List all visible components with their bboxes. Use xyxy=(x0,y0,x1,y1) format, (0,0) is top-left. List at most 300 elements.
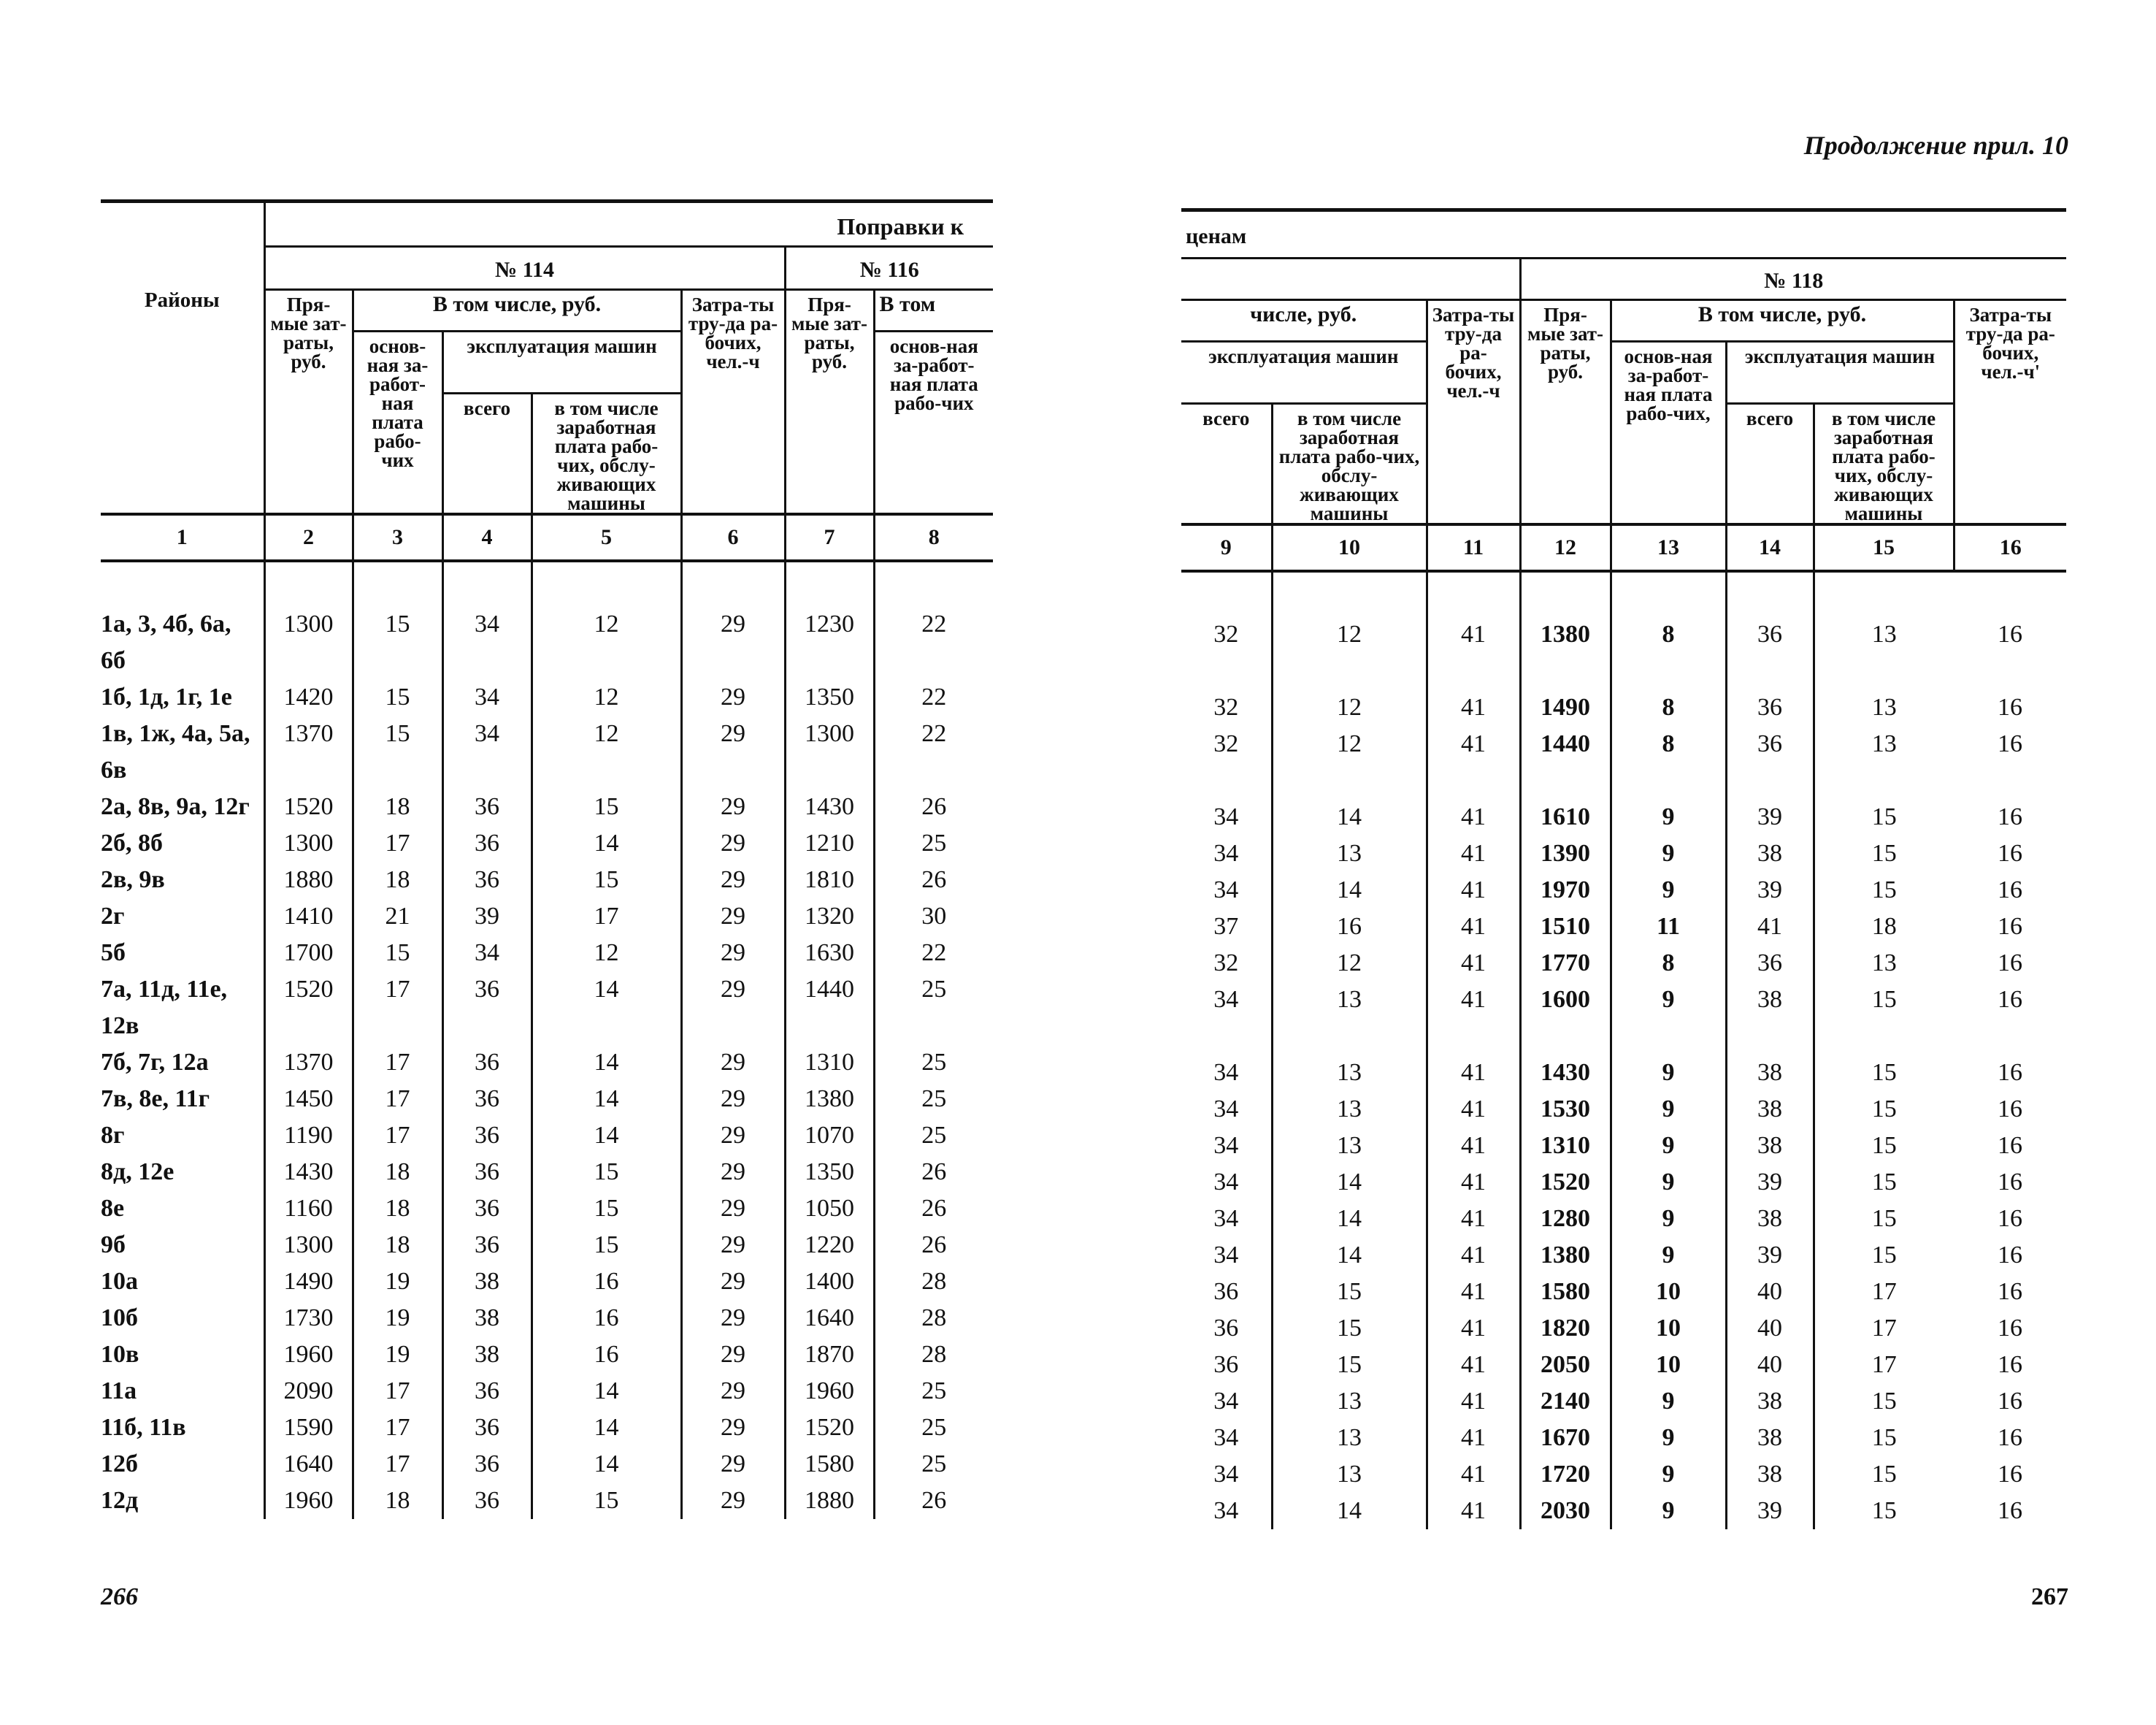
value-cell: 16 xyxy=(1998,1461,2023,1488)
value-cell: 36 xyxy=(1213,1351,1239,1378)
region-cell: 1в, 1ж, 4а, 5а, 6в xyxy=(101,720,250,784)
value-cell: 2030 xyxy=(1520,1493,1611,1529)
value-cell: 16 xyxy=(1998,1315,2023,1342)
value-cell: 12 xyxy=(532,679,681,716)
col-number: 13 xyxy=(1611,524,1726,571)
value-cell: 32 xyxy=(1213,730,1239,757)
value-cell: 36 xyxy=(442,1373,532,1410)
value-cell: 16 xyxy=(1998,1278,2023,1305)
right-page xyxy=(1078,0,2156,1725)
region-cell: 10в xyxy=(101,1341,139,1368)
col-number: 12 xyxy=(1520,524,1611,571)
value-cell: 1070 xyxy=(785,1117,874,1154)
value-cell: 15 xyxy=(1814,1201,1954,1237)
value-cell: 1390 xyxy=(1520,835,1611,872)
value-cell: 29 xyxy=(681,1081,785,1117)
value-cell: 25 xyxy=(874,971,993,1044)
value-cell: 1430 xyxy=(785,789,874,825)
value-cell: 16 xyxy=(1272,909,1427,945)
value-cell: 18 xyxy=(1814,909,1954,945)
value-cell: 41 xyxy=(1427,799,1520,835)
value-cell: 14 xyxy=(532,1446,681,1483)
value-cell: 25 xyxy=(874,1373,993,1410)
value-cell: 34 xyxy=(1213,803,1239,830)
value-cell: 1960 xyxy=(264,1483,353,1519)
value-cell: 17 xyxy=(353,1081,442,1117)
table-row xyxy=(101,1154,993,1190)
col-header-incl-wage-machine-114: в том числе заработная плата рабо-чих, обслу-живающих машины xyxy=(532,394,681,515)
value-cell: 39 xyxy=(1726,799,1814,835)
value-cell: 15 xyxy=(1272,1274,1427,1310)
col-number: 5 xyxy=(532,514,681,561)
value-cell: 8 xyxy=(1611,689,1726,726)
value-cell: 29 xyxy=(681,679,785,716)
value-cell: 9 xyxy=(1611,1420,1726,1456)
value-cell: 13 xyxy=(1272,1055,1427,1091)
value-cell: 41 xyxy=(1427,616,1520,689)
value-cell: 1300 xyxy=(264,1227,353,1263)
value-cell: 1410 xyxy=(264,898,353,935)
value-cell: 14 xyxy=(532,825,681,862)
col-number: 8 xyxy=(874,514,993,561)
value-cell: 41 xyxy=(1427,1347,1520,1383)
table-row xyxy=(1181,1164,2066,1201)
value-cell: 15 xyxy=(1272,1347,1427,1383)
value-cell: 41 xyxy=(1427,1055,1520,1091)
value-cell: 1490 xyxy=(264,1263,353,1300)
value-cell: 1970 xyxy=(1520,872,1611,909)
value-cell: 34 xyxy=(442,935,532,971)
value-cell: 1400 xyxy=(785,1263,874,1300)
value-cell: 9 xyxy=(1611,1201,1726,1237)
value-cell: 14 xyxy=(1272,1164,1427,1201)
value-cell: 25 xyxy=(874,1081,993,1117)
value-cell: 17 xyxy=(1814,1274,1954,1310)
col-header-incl-rub-114: В том числе, руб. xyxy=(353,290,681,332)
value-cell: 1810 xyxy=(785,862,874,898)
value-cell: 13 xyxy=(1272,1383,1427,1420)
col-header-spacer-6 xyxy=(681,394,785,515)
value-cell: 36 xyxy=(442,1446,532,1483)
col-header-machine-op-116: эксплуатация машин xyxy=(1181,342,1427,404)
value-cell: 34 xyxy=(1213,1461,1239,1488)
value-cell: 41 xyxy=(1427,1310,1520,1347)
value-cell: 39 xyxy=(1726,1493,1814,1529)
table-row xyxy=(1181,1237,2066,1274)
value-cell: 29 xyxy=(681,606,785,679)
value-cell: 16 xyxy=(1998,1242,2023,1269)
table-row xyxy=(1181,1201,2066,1237)
value-cell: 9 xyxy=(1611,799,1726,835)
value-cell: 26 xyxy=(874,1190,993,1227)
value-cell: 16 xyxy=(1998,913,2023,940)
value-cell: 17 xyxy=(353,1044,442,1081)
value-cell: 15 xyxy=(353,716,442,789)
value-cell: 12 xyxy=(532,716,681,789)
value-cell: 15 xyxy=(532,1483,681,1519)
value-cell: 15 xyxy=(353,679,442,716)
value-cell: 9 xyxy=(1611,1055,1726,1091)
table-row xyxy=(101,606,993,679)
col-number: 15 xyxy=(1814,524,1954,571)
value-cell: 16 xyxy=(532,1300,681,1336)
col-number: 3 xyxy=(353,514,442,561)
region-cell: 9б xyxy=(101,1231,126,1258)
value-cell: 17 xyxy=(353,1410,442,1446)
value-cell: 18 xyxy=(353,1190,442,1227)
value-cell: 1520 xyxy=(264,971,353,1044)
value-cell: 13 xyxy=(1272,982,1427,1055)
group-header-n114: № 114 xyxy=(264,247,785,290)
value-cell: 8 xyxy=(1611,726,1726,799)
value-cell: 15 xyxy=(1814,1456,1954,1493)
value-cell: 1730 xyxy=(264,1300,353,1336)
region-cell: 2а, 8в, 9а, 12г xyxy=(101,793,250,820)
value-cell: 41 xyxy=(1726,909,1814,945)
value-cell: 16 xyxy=(532,1336,681,1373)
continuation-title: Продолжение прил. 10 xyxy=(1803,131,2068,160)
value-cell: 13 xyxy=(1272,1420,1427,1456)
value-cell: 38 xyxy=(1726,1456,1814,1493)
value-cell: 41 xyxy=(1427,982,1520,1055)
value-cell: 16 xyxy=(1998,1351,2023,1378)
table-row xyxy=(101,971,993,1044)
table-row xyxy=(101,1446,993,1483)
value-cell: 18 xyxy=(353,789,442,825)
region-cell: 8г xyxy=(101,1122,125,1149)
table-row xyxy=(1181,945,2066,982)
value-cell: 16 xyxy=(1998,1497,2023,1524)
table-row xyxy=(1181,1420,2066,1456)
value-cell: 1160 xyxy=(264,1190,353,1227)
page-number-right: 267 xyxy=(2031,1583,2068,1610)
value-cell: 38 xyxy=(1726,982,1814,1055)
value-cell: 9 xyxy=(1611,1164,1726,1201)
value-cell: 18 xyxy=(353,1483,442,1519)
value-cell: 36 xyxy=(1726,726,1814,799)
value-cell: 16 xyxy=(1998,1132,2023,1159)
col-number: 2 xyxy=(264,514,353,561)
value-cell: 38 xyxy=(1726,835,1814,872)
value-cell: 2090 xyxy=(264,1373,353,1410)
region-cell: 12д xyxy=(101,1487,139,1514)
value-cell: 9 xyxy=(1611,1128,1726,1164)
value-cell: 1960 xyxy=(264,1336,353,1373)
value-cell: 41 xyxy=(1427,689,1520,726)
table-row xyxy=(101,679,993,716)
value-cell: 39 xyxy=(1726,872,1814,909)
col-header-total-114: всего xyxy=(442,394,532,515)
value-cell: 15 xyxy=(532,1154,681,1190)
value-cell: 16 xyxy=(1998,1169,2023,1196)
value-cell: 38 xyxy=(442,1336,532,1373)
value-cell: 19 xyxy=(353,1263,442,1300)
value-cell: 29 xyxy=(681,1336,785,1373)
table-row xyxy=(1181,872,2066,909)
value-cell: 16 xyxy=(1998,1424,2023,1451)
table-row xyxy=(101,862,993,898)
region-cell: 8е xyxy=(101,1195,125,1222)
region-cell: 2г xyxy=(101,903,125,930)
value-cell: 40 xyxy=(1726,1347,1814,1383)
value-cell: 1310 xyxy=(1520,1128,1611,1164)
value-cell: 15 xyxy=(1814,1420,1954,1456)
value-cell: 1280 xyxy=(1520,1201,1611,1237)
value-cell: 9 xyxy=(1611,872,1726,909)
value-cell: 16 xyxy=(1998,803,2023,830)
col-header-incl-wage-machine-118: в том числе заработная плата рабо-чих, обслу-живающих машины xyxy=(1814,404,1954,525)
value-cell: 1430 xyxy=(1520,1055,1611,1091)
value-cell: 12 xyxy=(1272,945,1427,982)
value-cell: 1320 xyxy=(785,898,874,935)
header-gap xyxy=(1181,259,1520,300)
value-cell: 40 xyxy=(1726,1274,1814,1310)
value-cell: 17 xyxy=(1814,1310,1954,1347)
value-cell: 1300 xyxy=(785,716,874,789)
table-row xyxy=(101,716,993,789)
value-cell: 1300 xyxy=(264,825,353,862)
value-cell: 36 xyxy=(1213,1278,1239,1305)
region-cell: 2б, 8б xyxy=(101,830,163,857)
value-cell: 1640 xyxy=(264,1446,353,1483)
value-cell: 1370 xyxy=(264,1044,353,1081)
value-cell: 28 xyxy=(874,1300,993,1336)
col-header-direct-costs-118: Пря-мые зат-раты, руб. xyxy=(1520,300,1611,525)
value-cell: 16 xyxy=(1998,621,2023,648)
value-cell: 1490 xyxy=(1520,689,1611,726)
value-cell: 14 xyxy=(1272,1493,1427,1529)
value-cell: 1640 xyxy=(785,1300,874,1336)
value-cell: 22 xyxy=(874,606,993,679)
value-cell: 38 xyxy=(1726,1420,1814,1456)
table-row xyxy=(1181,799,2066,835)
region-cell: 10б xyxy=(101,1304,138,1331)
col-number: 6 xyxy=(681,514,785,561)
value-cell: 41 xyxy=(1427,945,1520,982)
value-cell: 16 xyxy=(1998,730,2023,757)
value-cell: 41 xyxy=(1427,1493,1520,1529)
value-cell: 25 xyxy=(874,1446,993,1483)
value-cell: 29 xyxy=(681,825,785,862)
value-cell: 8 xyxy=(1611,945,1726,982)
value-cell: 34 xyxy=(1213,1497,1239,1524)
value-cell: 9 xyxy=(1611,1383,1726,1420)
value-cell: 16 xyxy=(1998,694,2023,721)
value-cell: 15 xyxy=(353,606,442,679)
table-row xyxy=(101,789,993,825)
table-row xyxy=(101,1190,993,1227)
col-header-base-wage-118: основ-ная за-работ-ная плата рабо-чих, xyxy=(1611,342,1726,525)
value-cell: 15 xyxy=(1814,1128,1954,1164)
table-row xyxy=(1181,1493,2066,1529)
region-cell: 1а, 3, 4б, 6а, 6б xyxy=(101,611,231,674)
value-cell: 29 xyxy=(681,935,785,971)
value-cell: 41 xyxy=(1427,1237,1520,1274)
value-cell: 14 xyxy=(1272,1201,1427,1237)
value-cell: 2140 xyxy=(1520,1383,1611,1420)
col-header-spacer-7 xyxy=(785,394,874,515)
table-row xyxy=(1181,909,2066,945)
value-cell: 12 xyxy=(532,935,681,971)
value-cell: 13 xyxy=(1272,1456,1427,1493)
value-cell: 15 xyxy=(1814,1055,1954,1091)
value-cell: 19 xyxy=(353,1336,442,1373)
value-cell: 1880 xyxy=(264,862,353,898)
value-cell: 29 xyxy=(681,1044,785,1081)
header-corrections-right: ценам xyxy=(1181,210,2066,259)
value-cell: 17 xyxy=(353,825,442,862)
region-cell: 5б xyxy=(101,939,126,966)
value-cell: 26 xyxy=(874,789,993,825)
value-cell: 34 xyxy=(1213,986,1239,1013)
value-cell: 14 xyxy=(532,1044,681,1081)
value-cell: 15 xyxy=(1814,1383,1954,1420)
col-header-direct-costs-114: Пря-мые зат-раты, руб. xyxy=(264,290,353,394)
value-cell: 36 xyxy=(442,1410,532,1446)
value-cell: 1430 xyxy=(264,1154,353,1190)
value-cell: 29 xyxy=(681,1154,785,1190)
value-cell: 41 xyxy=(1427,835,1520,872)
col-number: 1 xyxy=(101,514,264,561)
value-cell: 15 xyxy=(1814,1091,1954,1128)
value-cell: 16 xyxy=(1998,876,2023,903)
value-cell: 36 xyxy=(442,1227,532,1263)
value-cell: 34 xyxy=(1213,1059,1239,1086)
value-cell: 36 xyxy=(442,1154,532,1190)
value-cell: 14 xyxy=(1272,872,1427,909)
value-cell: 1300 xyxy=(264,606,353,679)
value-cell: 19 xyxy=(353,1300,442,1336)
value-cell: 15 xyxy=(1814,1237,1954,1274)
col-header-machine-op-118: эксплуатация машин xyxy=(1726,342,1954,404)
value-cell: 17 xyxy=(1814,1347,1954,1383)
value-cell: 12 xyxy=(1272,689,1427,726)
value-cell: 34 xyxy=(1213,1169,1239,1196)
value-cell: 9 xyxy=(1611,835,1726,872)
table-row xyxy=(1181,1128,2066,1164)
table-row xyxy=(1181,1456,2066,1493)
value-cell: 32 xyxy=(1213,949,1239,976)
table-row xyxy=(101,825,993,862)
value-cell: 18 xyxy=(353,862,442,898)
value-cell: 36 xyxy=(1726,616,1814,689)
value-cell: 38 xyxy=(442,1263,532,1300)
value-cell: 38 xyxy=(442,1300,532,1336)
value-cell: 9 xyxy=(1611,982,1726,1055)
value-cell: 14 xyxy=(532,1117,681,1154)
col-header-base-wage-114: основ-ная за-работ-ная плата рабо-чих xyxy=(353,332,442,515)
table-row xyxy=(1181,689,2066,726)
value-cell: 10 xyxy=(1611,1310,1726,1347)
value-cell: 9 xyxy=(1611,1493,1726,1529)
value-cell: 1440 xyxy=(785,971,874,1044)
value-cell: 41 xyxy=(1427,1091,1520,1128)
value-cell: 38 xyxy=(1726,1201,1814,1237)
table-left xyxy=(101,199,993,1519)
value-cell: 13 xyxy=(1814,616,1954,689)
value-cell: 18 xyxy=(353,1227,442,1263)
value-cell: 36 xyxy=(442,789,532,825)
value-cell: 34 xyxy=(442,716,532,789)
value-cell: 26 xyxy=(874,1227,993,1263)
value-cell: 13 xyxy=(1814,689,1954,726)
value-cell: 15 xyxy=(532,1227,681,1263)
value-cell: 15 xyxy=(1814,1164,1954,1201)
value-cell: 17 xyxy=(353,1373,442,1410)
table-row xyxy=(1181,982,2066,1055)
value-cell: 25 xyxy=(874,1044,993,1081)
value-cell: 1520 xyxy=(1520,1164,1611,1201)
col-header-machine-op-114: эксплуатация машин xyxy=(442,332,681,394)
value-cell: 29 xyxy=(681,1446,785,1483)
value-cell: 13 xyxy=(1272,835,1427,872)
value-cell: 13 xyxy=(1814,945,1954,982)
col-header-total-118: всего xyxy=(1726,404,1814,525)
value-cell: 14 xyxy=(1272,799,1427,835)
value-cell: 14 xyxy=(532,971,681,1044)
value-cell: 17 xyxy=(353,1446,442,1483)
value-cell: 36 xyxy=(442,825,532,862)
header-corrections-left: Поправки к xyxy=(264,202,993,247)
value-cell: 36 xyxy=(442,862,532,898)
value-cell: 1870 xyxy=(785,1336,874,1373)
value-cell: 12 xyxy=(1272,616,1427,689)
value-cell: 1230 xyxy=(785,606,874,679)
value-cell: 41 xyxy=(1427,1420,1520,1456)
value-cell: 1380 xyxy=(785,1081,874,1117)
value-cell: 9 xyxy=(1611,1237,1726,1274)
value-cell: 30 xyxy=(874,898,993,935)
region-cell: 11б, 11в xyxy=(101,1414,186,1441)
value-cell: 1380 xyxy=(1520,616,1611,689)
table-row xyxy=(1181,616,2066,689)
value-cell: 29 xyxy=(681,1300,785,1336)
value-cell: 16 xyxy=(1998,986,2023,1013)
value-cell: 15 xyxy=(532,862,681,898)
value-cell: 36 xyxy=(442,1044,532,1081)
value-cell: 29 xyxy=(681,789,785,825)
value-cell: 22 xyxy=(874,716,993,789)
col-header-base-wage-116: основ-ная за-работ-ная плата рабо-чих xyxy=(874,332,993,515)
value-cell: 1380 xyxy=(1520,1237,1611,1274)
value-cell: 41 xyxy=(1427,1456,1520,1493)
value-cell: 41 xyxy=(1427,726,1520,799)
table-row xyxy=(101,1336,993,1373)
table-row xyxy=(1181,1310,2066,1347)
value-cell: 1580 xyxy=(785,1446,874,1483)
value-cell: 39 xyxy=(1726,1164,1814,1201)
value-cell: 14 xyxy=(1272,1237,1427,1274)
region-cell: 2в, 9в xyxy=(101,866,165,893)
value-cell: 21 xyxy=(353,898,442,935)
value-cell: 1510 xyxy=(1520,909,1611,945)
value-cell: 25 xyxy=(874,1410,993,1446)
value-cell: 32 xyxy=(1213,694,1239,721)
value-cell: 29 xyxy=(681,898,785,935)
value-cell: 28 xyxy=(874,1263,993,1300)
value-cell: 26 xyxy=(874,862,993,898)
value-cell: 1520 xyxy=(264,789,353,825)
value-cell: 29 xyxy=(681,971,785,1044)
col-number: 9 xyxy=(1181,524,1272,571)
region-cell: 7б, 7г, 12а xyxy=(101,1049,209,1076)
value-cell: 10 xyxy=(1611,1347,1726,1383)
value-cell: 29 xyxy=(681,1483,785,1519)
table-row xyxy=(101,898,993,935)
value-cell: 38 xyxy=(1726,1128,1814,1164)
value-cell: 29 xyxy=(681,862,785,898)
col-number: 4 xyxy=(442,514,532,561)
